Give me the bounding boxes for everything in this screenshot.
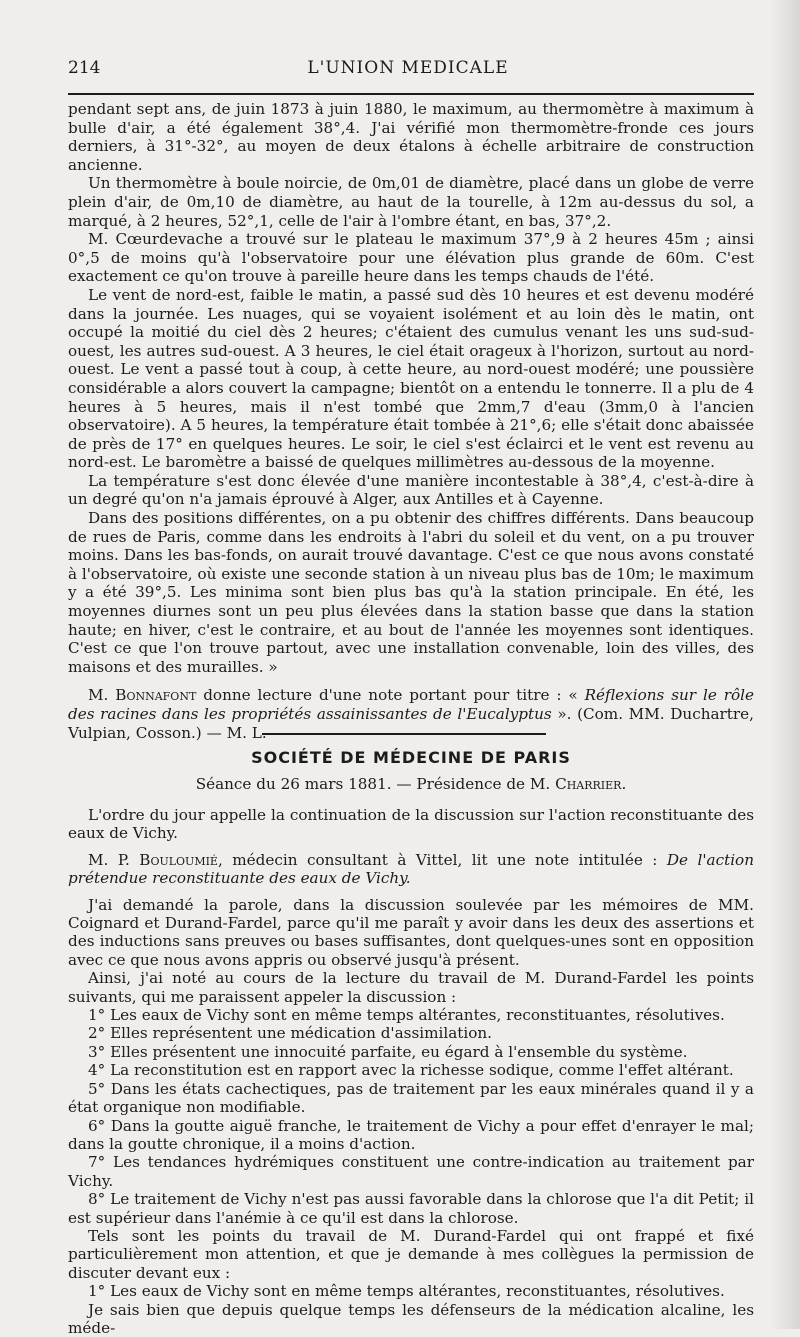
author-name: Bouloumié (139, 850, 218, 869)
paragraph: J'ai demandé la parole, dans la discussion soulevée par les mémoires de MM. Coignard et Durand-Fardel, parce qu'il me paraît y avoir dans les deux des assertions et des inductions sans preuves ou bases suffisantes, dont quelques-unes sont en opposition avec ce que nous avons appris ou observé jusqu'à présent. (68, 895, 754, 969)
author-name: Bonnafont (115, 686, 197, 705)
section-divider (262, 733, 546, 735)
list-item: 1° Les eaux de Vichy sont en même temps altérantes, reconstituantes, résolutives. (88, 1006, 725, 1025)
list-item: 7° Les tendances hydrémiques constituent une contre-indication au traitement par Vichy. (68, 1153, 754, 1190)
bonnafont-paragraph: M. Bonnafont donne lecture d'une note portant pour titre : « Réflexions sur le rôle des racines dans les propriétés assainissantes de l'Eucalyptus ». (Com. MM. Duchartre, Vulpian, Cosson.) — M. L. (68, 686, 754, 742)
page-header (68, 58, 748, 86)
list-item: 8° Le traitement de Vichy n'est pas aussi favorable dans la chlorose que l'a dit Petit; il est supérieur dans l'anémie à ce qu'il est dans la chlorose. (68, 1190, 754, 1227)
paragraph: Un thermomètre à boule noircie, de 0m,01 de diamètre, placé dans un globe de verre plein d'air, de 0m,10 de diamètre, au haut de la tourelle, à 12m au-dessus du sol, a marqué, à 2 heures, 52°,1, celle de l'air à l'ombre étant, en bas, 37°,2. (68, 174, 754, 230)
list-item: 2° Elles représentent une médication d'assimilation. (88, 1024, 492, 1043)
president-name: Charrier. (555, 775, 627, 793)
paragraph: Dans des positions différentes, on a pu obtenir des chiffres différents. Dans beaucoup de rues de Paris, comme dans les endroits à l'abri du soleil et du vent, on a pu trouver moins. Dans les bas-fonds, on aurait trouvé davantage. C'est ce que nous avons constaté à l'observatoire, où existe une seconde station à un niveau plus bas de 10m; le maximum y a été 39°,5. Les minima sont bien plus bas qu'à la station principale. En été, les moyennes diurnes sont un peu plus élevées dans la station basse que dans la station haute; en hiver, c'est le contraire, et au bout de l'année les moyennes sont identiques. C'est ce que l'on trouve partout, avec une installation convenable, loin des villes, des maisons et des murailles. » (68, 509, 755, 676)
paragraph: Je sais bien que depuis quelque temps les défenseurs de la médication alcaline, les méde- (68, 1300, 754, 1337)
paragraph: Le vent de nord-est, faible le matin, a passé sud dès 10 heures et est devenu modéré dans la journée. Les nuages, qui se voyaient isolément et au loin dès le matin, ont occupé la moitié du ciel dès 2 heures; c'étaient des cumulus venant les uns sud-sud-ouest, les autres sud-ouest. A 3 heures, le ciel était orageux à l'horizon, surtout au nord-ouest. Le vent a passé tout à coup, à cette heure, au nord-ouest modéré; une poussière considérable a alors couvert la campagne; bientôt on a entendu le tonnerre. Il a plu de 4 heures à 5 heures, mais il n'est tombé que 2mm,7 d'eau (3mm,0 à l'ancien observatoire). A 5 heures, la température était tombée à 21°,6; elle s'était donc abaissée de près de 17° en quelques heures. Le soir, le ciel s'est éclairci et le vent est revenu au nord-est. Le baromètre a baissé de quelques millimètres au-dessous de la moyenne. (68, 285, 754, 472)
page-number: 214 (68, 58, 101, 78)
text-block-lower (68, 806, 754, 1337)
note-title: De l'action prétendue reconstituante des eaux de Vichy. (68, 850, 754, 888)
list-item: 3° Elles présentent une innocuité parfaite, eu égard à l'ensemble du système. (88, 1042, 688, 1061)
paragraph: La température s'est donc élevée d'une manière incontestable à 38°,4, c'est-à-dire à un degré qu'on n'a jamais éprouvé à Alger, aux Antilles et à Cayenne. (68, 471, 754, 509)
list-item: 6° Dans la goutte aiguë franche, le traitement de Vichy a pour effet d'enrayer le mal; dans la goutte chronique, il a moins d'action. (68, 1116, 754, 1153)
paragraph: M. Cœurdevache a trouvé sur le plateau le maximum 37°,9 à 2 heures 45m ; ainsi 0°,5 de moins qu'à l'observatoire pour une élévation plus grande de 60m. C'est exactement ce qu'on trouve à pareille heure dans les temps chauds de l'été. (68, 230, 754, 286)
paragraph: 1° Les eaux de Vichy sont en même temps altérantes, reconstituantes, résolutives. (88, 1282, 725, 1301)
seance-text: Séance du 26 mars 1881. — Présidence de M. (195, 775, 556, 793)
note-title: Réflexions sur le rôle des racines dans les propriétés assainissantes de l'Eucalyptus (68, 686, 754, 723)
header-rule (68, 93, 754, 95)
list-item: 4° La reconstitution est en rapport avec la richesse sodique, comme l'effet altérant. (88, 1061, 734, 1080)
paragraph: pendant sept ans, de juin 1873 à juin 1880, le maximum, au thermomètre à maximum à bulle d'air, a été également 38°,4. J'ai vérifié mon thermomètre-fronde ces jours derniers, à 31°-32°, au moyen de deux étalons à échelle arbitraire de construction ancienne. (68, 100, 754, 174)
page-edge-shadow (770, 0, 800, 1329)
running-title: L'UNION MEDICALE (307, 58, 509, 78)
section-title: SOCIÉTÉ DE MÉDECINE DE PARIS (251, 748, 571, 767)
paragraph-text: , médecin consultant à Vittel, lit une note intitulée : (217, 850, 667, 869)
paragraph: L'ordre du jour appelle la continuation de la discussion sur l'action reconstituante des eaux de Vichy. (68, 806, 754, 843)
section-header (68, 748, 754, 793)
list-item: 5° Dans les états cachectiques, pas de traitement par les eaux minérales quand il y a état organique non modifiable. (68, 1079, 754, 1117)
text-block-upper (68, 100, 754, 742)
paragraph: Ainsi, j'ai noté au cours de la lecture du travail de M. Durand-Fardel les points suivants, qui me paraissent appeler la discussion : (68, 969, 754, 1006)
seance-line (68, 775, 754, 793)
bouloumie-paragraph: M. P. Bouloumié, médecin consultant à Vittel, lit une note intitulée : De l'action prétendue reconstituante des eaux de Vichy. (68, 850, 754, 888)
points-list (68, 1006, 754, 1227)
paragraph-text: donne lecture d'une note portant pour titre : « (196, 686, 585, 705)
paragraph-text: ». (Com. MM. Duchartre, Vulpian, Cosson.) — M. L. (68, 705, 754, 742)
paragraph: Tels sont les points du travail de M. Durand-Fardel qui ont frappé et fixé particulièrement mon attention, et que je demande à mes collègues la permission de discuter devant eux : (68, 1226, 754, 1282)
